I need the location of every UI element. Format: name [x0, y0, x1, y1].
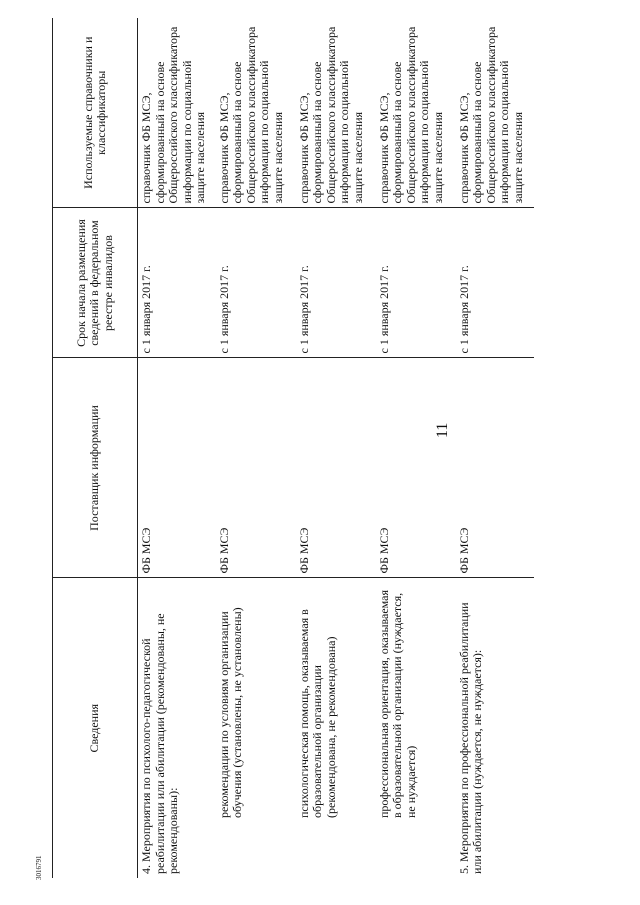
cell-deadline: с 1 января 2017 г. — [216, 208, 296, 358]
table-header-row — [53, 18, 138, 878]
cell-info: рекомендации по условиям организации обучения (установлены, не установлены) — [216, 578, 296, 878]
rotated-table-container — [52, 18, 552, 878]
cell-provider: ФБ МСЭ — [216, 358, 296, 578]
document-code: 3016791 — [35, 855, 43, 880]
cell-info: профессиональная ориентация, оказываемая в образовательной организации (нуждается, не нуждается) — [376, 578, 456, 878]
cell-provider: ФБ МСЭ — [376, 358, 456, 578]
cell-info: 4. Мероприятия по психолого-педагогической реабилитации или абилитации (рекомендованы, не рекомендованы): — [138, 578, 216, 878]
cell-info: психологическая помощь, оказываемая в образовательной организации (рекомендована, не рекомендована) — [296, 578, 376, 878]
table-row — [216, 18, 296, 878]
page-number: 11 — [434, 422, 451, 438]
table-row — [138, 18, 216, 878]
table-row — [296, 18, 376, 878]
cell-deadline: с 1 января 2017 г. — [138, 208, 216, 358]
cell-provider: ФБ МСЭ — [138, 358, 216, 578]
header-info: Сведения — [53, 578, 138, 878]
info-table — [52, 18, 534, 878]
header-provider: Поставщик информации — [53, 358, 138, 578]
cell-reference: справочник ФБ МСЭ, сформированный на основе Общероссийского классификатора информации по социальной защите населения — [456, 18, 534, 208]
cell-reference: справочник ФБ МСЭ, сформированный на основе Общероссийского классификатора информации по социальной защите населения — [138, 18, 216, 208]
table-row — [376, 18, 456, 878]
cell-reference: справочник ФБ МСЭ, сформированный на основе Общероссийского классификатора информации по социальной защите населения — [216, 18, 296, 208]
cell-deadline: с 1 января 2017 г. — [296, 208, 376, 358]
cell-info: 5. Мероприятия по профессиональной реабилитации или абилитации (нуждается, не нуждается): — [456, 578, 534, 878]
header-reference: Используемые справочники и классификаторы — [53, 18, 138, 208]
table-row — [456, 18, 534, 878]
cell-provider: ФБ МСЭ — [456, 358, 534, 578]
cell-deadline: с 1 января 2017 г. — [456, 208, 534, 358]
cell-deadline: с 1 января 2017 г. — [376, 208, 456, 358]
header-deadline: Срок начала размещения сведений в федеральном реестре инвалидов — [53, 208, 138, 358]
cell-provider: ФБ МСЭ — [296, 358, 376, 578]
cell-reference: справочник ФБ МСЭ, сформированный на основе Общероссийского классификатора информации по социальной защите населения — [376, 18, 456, 208]
cell-reference: справочник ФБ МСЭ, сформированный на основе Общероссийского классификатора информации по социальной защите населения — [296, 18, 376, 208]
